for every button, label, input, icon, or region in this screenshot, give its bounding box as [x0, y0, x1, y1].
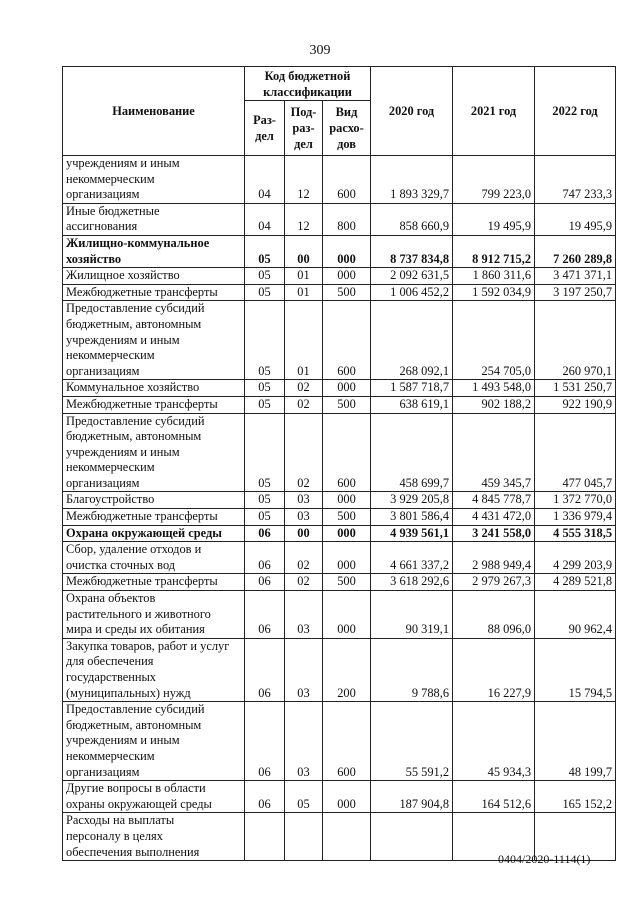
- row-2022-cell: 3 197 250,7: [535, 284, 616, 301]
- row-vid-cell: 600: [323, 301, 371, 380]
- row-vid-cell: 800: [323, 203, 371, 235]
- row-2020-cell: 187 904,8: [371, 781, 453, 813]
- row-podrazdel-cell: 03: [285, 638, 323, 701]
- table-row: [63, 702, 616, 781]
- table-row: [63, 396, 616, 413]
- row-2022-cell: 90 962,4: [535, 591, 616, 639]
- row-razdel-cell: 06: [245, 525, 285, 542]
- row-razdel-cell: 06: [245, 702, 285, 781]
- row-2020-cell: [371, 813, 453, 861]
- row-podrazdel-cell: 03: [285, 492, 323, 509]
- table-row: [63, 380, 616, 397]
- row-2020-cell: 1 893 329,7: [371, 156, 453, 204]
- table-row: [63, 542, 616, 574]
- row-vid-cell: 000: [323, 781, 371, 813]
- row-2021-cell: 4 845 778,7: [453, 492, 535, 509]
- row-2020-cell: 2 092 631,5: [371, 268, 453, 285]
- row-vid-cell: 600: [323, 702, 371, 781]
- row-name-cell: Другие вопросы в области охраны окружающей среды: [63, 781, 245, 813]
- row-2022-cell: 260 970,1: [535, 301, 616, 380]
- row-podrazdel-cell: 03: [285, 509, 323, 526]
- row-razdel-cell: 05: [245, 380, 285, 397]
- row-vid-cell: 000: [323, 492, 371, 509]
- row-2021-cell: 2 979 267,3: [453, 574, 535, 591]
- row-vid-cell: 200: [323, 638, 371, 701]
- row-2021-cell: 4 431 472,0: [453, 509, 535, 526]
- row-2022-cell: 1 372 770,0: [535, 492, 616, 509]
- row-vid-cell: [323, 813, 371, 861]
- row-podrazdel-cell: 03: [285, 591, 323, 639]
- table-row: [63, 591, 616, 639]
- row-2020-cell: 4 939 561,1: [371, 525, 453, 542]
- row-razdel-cell: 05: [245, 235, 285, 267]
- row-podrazdel-cell: 03: [285, 702, 323, 781]
- row-2021-cell: 2 988 949,4: [453, 542, 535, 574]
- table-row: [63, 301, 616, 380]
- row-2021-cell: 88 096,0: [453, 591, 535, 639]
- table-row: [63, 284, 616, 301]
- row-2020-cell: 9 788,6: [371, 638, 453, 701]
- row-podrazdel-cell: 02: [285, 413, 323, 492]
- row-2021-cell: 459 345,7: [453, 413, 535, 492]
- header-code-group: Код бюджетной классификации: [245, 67, 371, 101]
- row-name-cell: Межбюджетные трансферты: [63, 284, 245, 301]
- row-podrazdel-cell: 00: [285, 235, 323, 267]
- row-podrazdel-cell: 01: [285, 268, 323, 285]
- row-podrazdel-cell: 01: [285, 284, 323, 301]
- row-name-cell: Жилищное хозяйство: [63, 268, 245, 285]
- row-2020-cell: 3 929 205,8: [371, 492, 453, 509]
- row-name-cell: Благоустройство: [63, 492, 245, 509]
- page-number: 309: [309, 43, 331, 58]
- row-podrazdel-cell: 00: [285, 525, 323, 542]
- row-2020-cell: 3 801 586,4: [371, 509, 453, 526]
- row-podrazdel-cell: 02: [285, 396, 323, 413]
- row-name-cell: Предоставление субсидий бюджетным, автономным учреждениям и иным некоммерческим организациям: [63, 301, 245, 380]
- row-2022-cell: 1 336 979,4: [535, 509, 616, 526]
- row-2020-cell: 858 660,9: [371, 203, 453, 235]
- header-vid: Вид расхо- дов: [323, 101, 371, 156]
- table-row: [63, 203, 616, 235]
- row-name-cell: Закупка товаров, работ и услуг для обеспечения государственных (муниципальных) нужд: [63, 638, 245, 701]
- table-row: [63, 781, 616, 813]
- row-vid-cell: 600: [323, 156, 371, 204]
- row-2021-cell: 3 241 558,0: [453, 525, 535, 542]
- row-2022-cell: 3 471 371,1: [535, 268, 616, 285]
- row-2020-cell: 1 587 718,7: [371, 380, 453, 397]
- row-name-cell: Межбюджетные трансферты: [63, 574, 245, 591]
- row-razdel-cell: 05: [245, 396, 285, 413]
- row-vid-cell: 000: [323, 268, 371, 285]
- row-2020-cell: 4 661 337,2: [371, 542, 453, 574]
- document-code: 0404/2020-1114(1): [498, 852, 591, 866]
- table-body: [63, 156, 616, 861]
- row-podrazdel-cell: 05: [285, 781, 323, 813]
- row-vid-cell: 000: [323, 235, 371, 267]
- row-2022-cell: 1 531 250,7: [535, 380, 616, 397]
- row-vid-cell: 500: [323, 284, 371, 301]
- header-2020: 2020 год: [371, 67, 453, 156]
- table-row: [63, 413, 616, 492]
- row-2021-cell: 16 227,9: [453, 638, 535, 701]
- table-row: [63, 268, 616, 285]
- row-2021-cell: 1 493 548,0: [453, 380, 535, 397]
- row-2022-cell: 48 199,7: [535, 702, 616, 781]
- row-2022-cell: 922 190,9: [535, 396, 616, 413]
- row-vid-cell: 500: [323, 574, 371, 591]
- row-2022-cell: 19 495,9: [535, 203, 616, 235]
- row-razdel-cell: 05: [245, 268, 285, 285]
- row-name-cell: Жилищно-коммунальное хозяйство: [63, 235, 245, 267]
- row-podrazdel-cell: [285, 813, 323, 861]
- row-podrazdel-cell: 01: [285, 301, 323, 380]
- row-vid-cell: 500: [323, 509, 371, 526]
- header-name: Наименование: [63, 67, 245, 156]
- row-razdel-cell: 05: [245, 492, 285, 509]
- table-row: [63, 638, 616, 701]
- row-name-cell: Расходы на выплаты персоналу в целях обеспечения выполнения: [63, 813, 245, 861]
- table-row: [63, 492, 616, 509]
- row-razdel-cell: 06: [245, 638, 285, 701]
- row-2021-cell: 254 705,0: [453, 301, 535, 380]
- row-2021-cell: 45 934,3: [453, 702, 535, 781]
- row-2022-cell: 4 299 203,9: [535, 542, 616, 574]
- row-2021-cell: 1 860 311,6: [453, 268, 535, 285]
- row-2022-cell: 747 233,3: [535, 156, 616, 204]
- row-2020-cell: 8 737 834,8: [371, 235, 453, 267]
- table-row: [63, 156, 616, 204]
- row-razdel-cell: 05: [245, 509, 285, 526]
- row-vid-cell: 000: [323, 380, 371, 397]
- row-vid-cell: 000: [323, 525, 371, 542]
- header-podrazdel: Под- раз- дел: [285, 101, 323, 156]
- row-razdel-cell: 04: [245, 156, 285, 204]
- table-row: [63, 509, 616, 526]
- row-razdel-cell: [245, 813, 285, 861]
- row-razdel-cell: 06: [245, 574, 285, 591]
- row-2022-cell: 477 045,7: [535, 413, 616, 492]
- row-vid-cell: 500: [323, 396, 371, 413]
- row-2020-cell: 638 619,1: [371, 396, 453, 413]
- header-razdel: Раз- дел: [245, 101, 285, 156]
- row-razdel-cell: 04: [245, 203, 285, 235]
- row-2021-cell: 902 188,2: [453, 396, 535, 413]
- row-podrazdel-cell: 02: [285, 574, 323, 591]
- row-podrazdel-cell: 12: [285, 156, 323, 204]
- row-podrazdel-cell: 02: [285, 542, 323, 574]
- row-2022-cell: 4 555 318,5: [535, 525, 616, 542]
- row-vid-cell: 600: [323, 413, 371, 492]
- row-podrazdel-cell: 02: [285, 380, 323, 397]
- row-2020-cell: 55 591,2: [371, 702, 453, 781]
- row-name-cell: Коммунальное хозяйство: [63, 380, 245, 397]
- row-name-cell: Предоставление субсидий бюджетным, автономным учреждениям и иным некоммерческим организациям: [63, 413, 245, 492]
- row-razdel-cell: 05: [245, 301, 285, 380]
- row-2020-cell: 458 699,7: [371, 413, 453, 492]
- row-2020-cell: 268 092,1: [371, 301, 453, 380]
- table-row: [63, 574, 616, 591]
- row-razdel-cell: 05: [245, 284, 285, 301]
- row-razdel-cell: 06: [245, 781, 285, 813]
- row-name-cell: Охрана окружающей среды: [63, 525, 245, 542]
- row-2020-cell: 1 006 452,2: [371, 284, 453, 301]
- row-name-cell: Межбюджетные трансферты: [63, 509, 245, 526]
- row-name-cell: Предоставление субсидий бюджетным, автономным учреждениям и иным некоммерческим организациям: [63, 702, 245, 781]
- row-vid-cell: 000: [323, 542, 371, 574]
- row-2021-cell: 799 223,0: [453, 156, 535, 204]
- row-razdel-cell: 06: [245, 542, 285, 574]
- row-name-cell: учреждениям и иным некоммерческим организациям: [63, 156, 245, 204]
- header-2022: 2022 год: [535, 67, 616, 156]
- row-2021-cell: 8 912 715,2: [453, 235, 535, 267]
- row-name-cell: Иные бюджетные ассигнования: [63, 203, 245, 235]
- row-2021-cell: 19 495,9: [453, 203, 535, 235]
- row-podrazdel-cell: 12: [285, 203, 323, 235]
- row-name-cell: Охрана объектов растительного и животного мира и среды их обитания: [63, 591, 245, 639]
- table-row: [63, 235, 616, 267]
- table-row: [63, 525, 616, 542]
- budget-table: [62, 66, 616, 861]
- row-2022-cell: 15 794,5: [535, 638, 616, 701]
- header-2021: 2021 год: [453, 67, 535, 156]
- row-2022-cell: 4 289 521,8: [535, 574, 616, 591]
- row-2020-cell: 3 618 292,6: [371, 574, 453, 591]
- row-2021-cell: 164 512,6: [453, 781, 535, 813]
- row-name-cell: Межбюджетные трансферты: [63, 396, 245, 413]
- row-name-cell: Сбор, удаление отходов и очистка сточных вод: [63, 542, 245, 574]
- row-2022-cell: 7 260 289,8: [535, 235, 616, 267]
- row-2022-cell: 165 152,2: [535, 781, 616, 813]
- row-vid-cell: 000: [323, 591, 371, 639]
- row-2021-cell: 1 592 034,9: [453, 284, 535, 301]
- row-2020-cell: 90 319,1: [371, 591, 453, 639]
- row-razdel-cell: 05: [245, 413, 285, 492]
- row-razdel-cell: 06: [245, 591, 285, 639]
